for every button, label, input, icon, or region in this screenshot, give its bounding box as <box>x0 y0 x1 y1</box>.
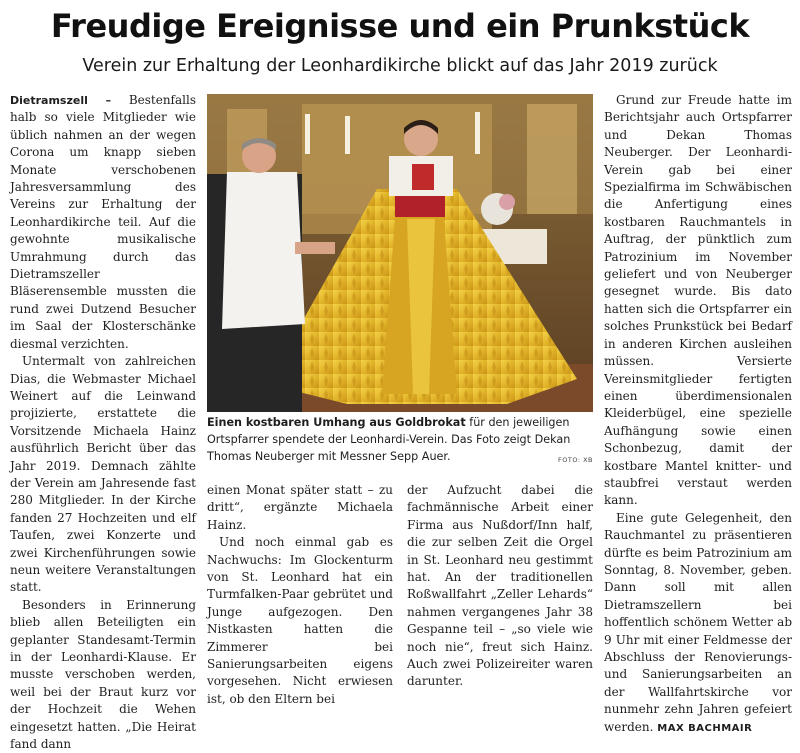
article-column-2 <box>207 482 393 708</box>
paragraph <box>604 510 792 737</box>
paragraph: einen Monat später statt – zu dritt“, ergänzte Michaela Hainz. <box>207 483 393 532</box>
paragraph <box>10 92 196 353</box>
paragraph: Untermalt von zahlreichen Dias, die Webmaster Michael Weinert auf die Leinwand projizierte, erstattete die Vorsitzende Michaela Hainz ausführlich Bericht über das Jahr 2019. Demnach zählte der Verein am Jahresende fast 280 Mitglieder. In der Kirche fanden 27 Hochzeiten und elf Taufen, zwei Konzerte und zwei Kirchenführungen sowie neun weitere Veranstaltungen statt. <box>10 354 196 595</box>
subheadline: Verein zur Erhaltung der Leonhardikirche blickt auf das Jahr 2019 zurück <box>82 56 718 76</box>
paragraph: der Aufzucht dabei die fachmännische Arbeit einer Firma aus Nußdorf/Inn half, die zur selben Zeit die Orgel in St. Leonhard neu gestimmt hat. An der traditionellen Roßwallfahrt „Zeller Lehards“ nahmen vergangenes Jahr 38 Gespanne teil – „so viele wie noch nie“, freut sich Hainz. Auch zwei Polizeireiter waren darunter. <box>407 483 593 689</box>
caption-bold: Einen kostbaren Umhang aus Goldbrokat <box>207 416 466 429</box>
paragraph: Und noch einmal gab es Nachwuchs: Im Glockenturm von St. Leonhard hat ein Turmfalken-Paar gebrütet und Junge aufgezogen. Den Nistkasten hatten die Zimmerer bei Sanierungsarbeiten eigens vorgesehen. Nicht erwiesen ist, ob den Eltern bei <box>207 535 393 706</box>
byline: MAX BACHMAIR <box>657 722 753 734</box>
paragraph: Grund zur Freude hatte im Berichtsjahr auch Ortspfarrer und Dekan Thomas Neuberger. Der Leonhardi-Verein gab bei einer Spezialfirma im Schwäbischen die Anfertigung eines kostbaren Rauchmantels in Auftrag, der pünktlich zum Patrozinium im November geliefert und von Neuberger gesegnet wurde. Bis dato hatten sich die Ortspfarrer ein solches Prunkstück bei Bedarf in anderen Kirchen ausleihen müssen. Versierte Vereinsmitglieder fertigten einen überdimensionalen Kleiderbügel, eine spezielle Aufhängung sowie einen Schonbezug, damit der kostbare Mantel knitter- und staubfrei verstaut werden kann. <box>604 93 792 508</box>
photo-credit: FOTO: XB <box>558 456 593 464</box>
photo-caption <box>207 414 593 469</box>
article-photo <box>207 94 593 412</box>
paragraph-text: Bestenfalls halb so viele Mitglieder wie üblich nahmen an der wegen Corona um knapp sieben Monate verschobenen Jahresversammlung des Vereins zur Erhaltung der Leonhardikirche teil. Auf die gewohnte musikalische Umrahmung durch das Dietramszeller Bläserensemble mussten die rund zwei Dutzend Besucher im Saal der Klosterschänke diesmal verzichten. <box>10 93 196 351</box>
article-column-4 <box>604 92 792 737</box>
dateline: Dietramszell – <box>10 94 112 107</box>
article-column-1 <box>10 92 196 753</box>
caption-text: für den jeweiligen Ortspfarrer spendete der Leonhardi-Verein. Das Foto zeigt Dekan Thomas Neuberger mit Messner Sepp Auer. <box>207 416 571 463</box>
paragraph: Besonders in Erinnerung blieb allen Beteiligten ein geplanter Standesamt-Termin in der Leonhardi-Klause. Er musste verschoben werden, weil bei der Braut kurz vor der Hochzeit die Wehen eingesetzt hatten. „Die Heirat fand dann <box>10 597 196 752</box>
paragraph-text: Eine gute Gelegenheit, den Rauchmantel zu präsentieren dürfte es beim Patrozinium am Sonntag, 8. November, geben. Dann soll mit allen Dietramszellern bei hoffentlich schönem Wetter ab 9 Uhr mit einer Feldmesse der Abschluss der Renovierungs- und Sanierungsarbeiten an der Wallfahrtskirche vor nunmehr zehn Jahren gefeiert werden. <box>604 510 792 734</box>
headline: Freudige Ereignisse und ein Prunkstück <box>50 7 750 45</box>
article-column-3 <box>407 482 593 691</box>
